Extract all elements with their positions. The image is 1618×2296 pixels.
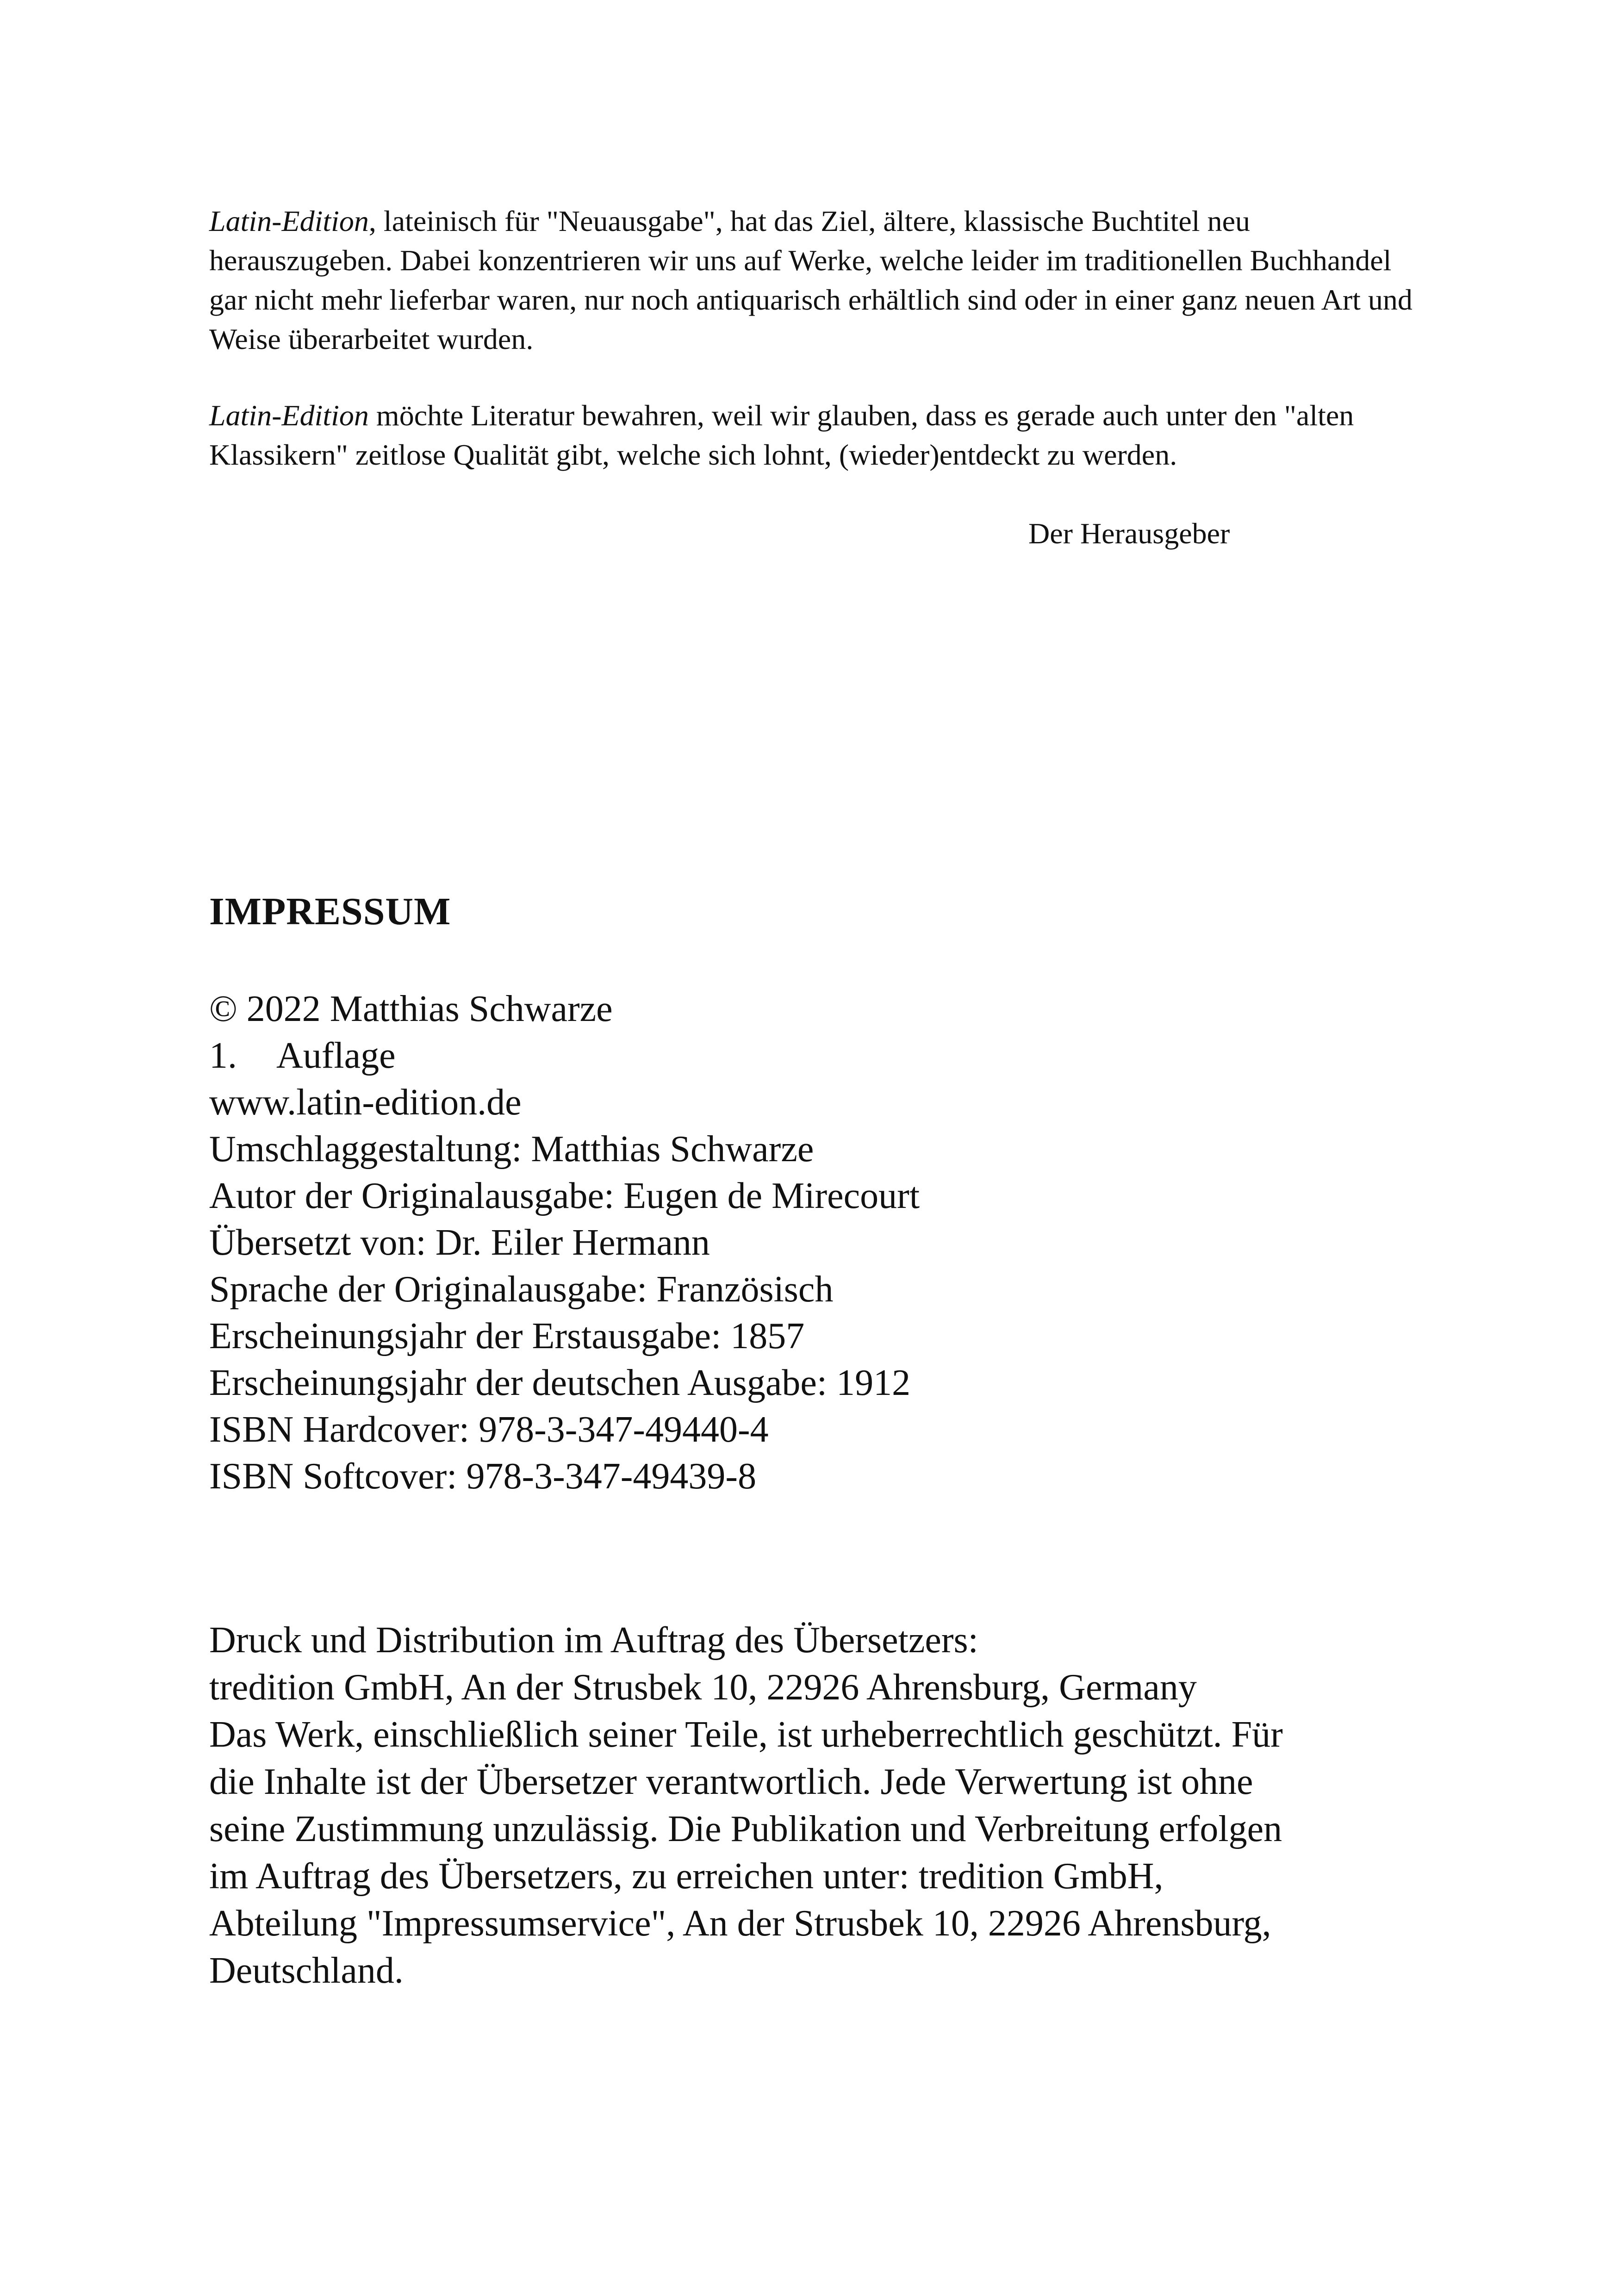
german-edition-year-line: Erscheinungsjahr der deutschen Ausgabe: 1912 bbox=[209, 1363, 911, 1403]
isbn-softcover-line: ISBN Softcover: 978-3-347-49439-8 bbox=[209, 1456, 757, 1497]
copyright-line: © 2022 Matthias Schwarze bbox=[209, 989, 613, 1029]
legal-line: im Auftrag des Übersetzers, zu erreichen unter: tredition GmbH, bbox=[209, 1856, 1164, 1897]
legal-line: tredition GmbH, An der Strusbek 10, 22926 Ahrensburg, Germany bbox=[209, 1667, 1197, 1708]
series-name-emphasis: Latin-Edition bbox=[209, 205, 369, 237]
original-language-line: Sprache der Originalausgabe: Französisch bbox=[209, 1269, 834, 1310]
intro-paragraph-2 bbox=[209, 396, 1413, 474]
website-line: www.latin-edition.de bbox=[209, 1082, 522, 1123]
isbn-hardcover-line: ISBN Hardcover: 978-3-347-49440-4 bbox=[209, 1409, 769, 1450]
imprint-details bbox=[209, 986, 920, 1500]
edition-line bbox=[209, 1033, 920, 1079]
cover-design-line: Umschlaggestaltung: Matthias Schwarze bbox=[209, 1129, 814, 1170]
intro-paragraph-2-body: möchte Literatur bewahren, weil wir glauben, dass es gerade auch unter den "alten Klassikern" zeitlose Qualität gibt, welche sich lohnt, (wieder)entdeckt zu werden. bbox=[209, 399, 1354, 471]
legal-line: Abteilung "Impressumservice", An der Strusbek 10, 22926 Ahrensburg, bbox=[209, 1903, 1271, 1944]
edition-number: 1. bbox=[209, 1035, 237, 1076]
edition-label: Auflage bbox=[276, 1035, 396, 1076]
original-author-line: Autor der Originalausgabe: Eugen de Mirecourt bbox=[209, 1176, 920, 1216]
translator-line: Übersetzt von: Dr. Eiler Hermann bbox=[209, 1222, 710, 1263]
publisher-signature: Der Herausgeber bbox=[1028, 517, 1230, 550]
series-name-emphasis: Latin-Edition bbox=[209, 399, 369, 432]
intro-paragraph-2-text bbox=[209, 396, 1413, 474]
legal-line: Druck und Distribution im Auftrag des Übersetzers: bbox=[209, 1620, 978, 1661]
legal-notice bbox=[209, 1617, 1422, 1994]
intro-paragraph-1-body: , lateinisch für "Neuausgabe", hat das Ziel, ältere, klassische Buchtitel neu herauszugeben. Dabei konzentrieren wir uns auf Werke, welche leider im traditionellen Buchhandel gar nicht mehr lieferbar waren, nur noch antiquarisch erhältlich sind oder in einer ganz neuen Art und Weise überarbeitet wurden. bbox=[209, 205, 1413, 355]
impressum-heading: IMPRESSUM bbox=[209, 890, 451, 933]
first-edition-year-line: Erscheinungsjahr der Erstausgabe: 1857 bbox=[209, 1316, 805, 1356]
intro-paragraph-1 bbox=[209, 201, 1413, 359]
intro-paragraph-1-text bbox=[209, 201, 1413, 359]
legal-line: Das Werk, einschließlich seiner Teile, ist urheberrechtlich geschützt. Für bbox=[209, 1714, 1283, 1755]
legal-line: Deutschland. bbox=[209, 1950, 404, 1991]
legal-line: die Inhalte ist der Übersetzer verantwortlich. Jede Verwertung ist ohne bbox=[209, 1761, 1253, 1802]
legal-line: seine Zustimmung unzulässig. Die Publikation und Verbreitung erfolgen bbox=[209, 1809, 1282, 1849]
